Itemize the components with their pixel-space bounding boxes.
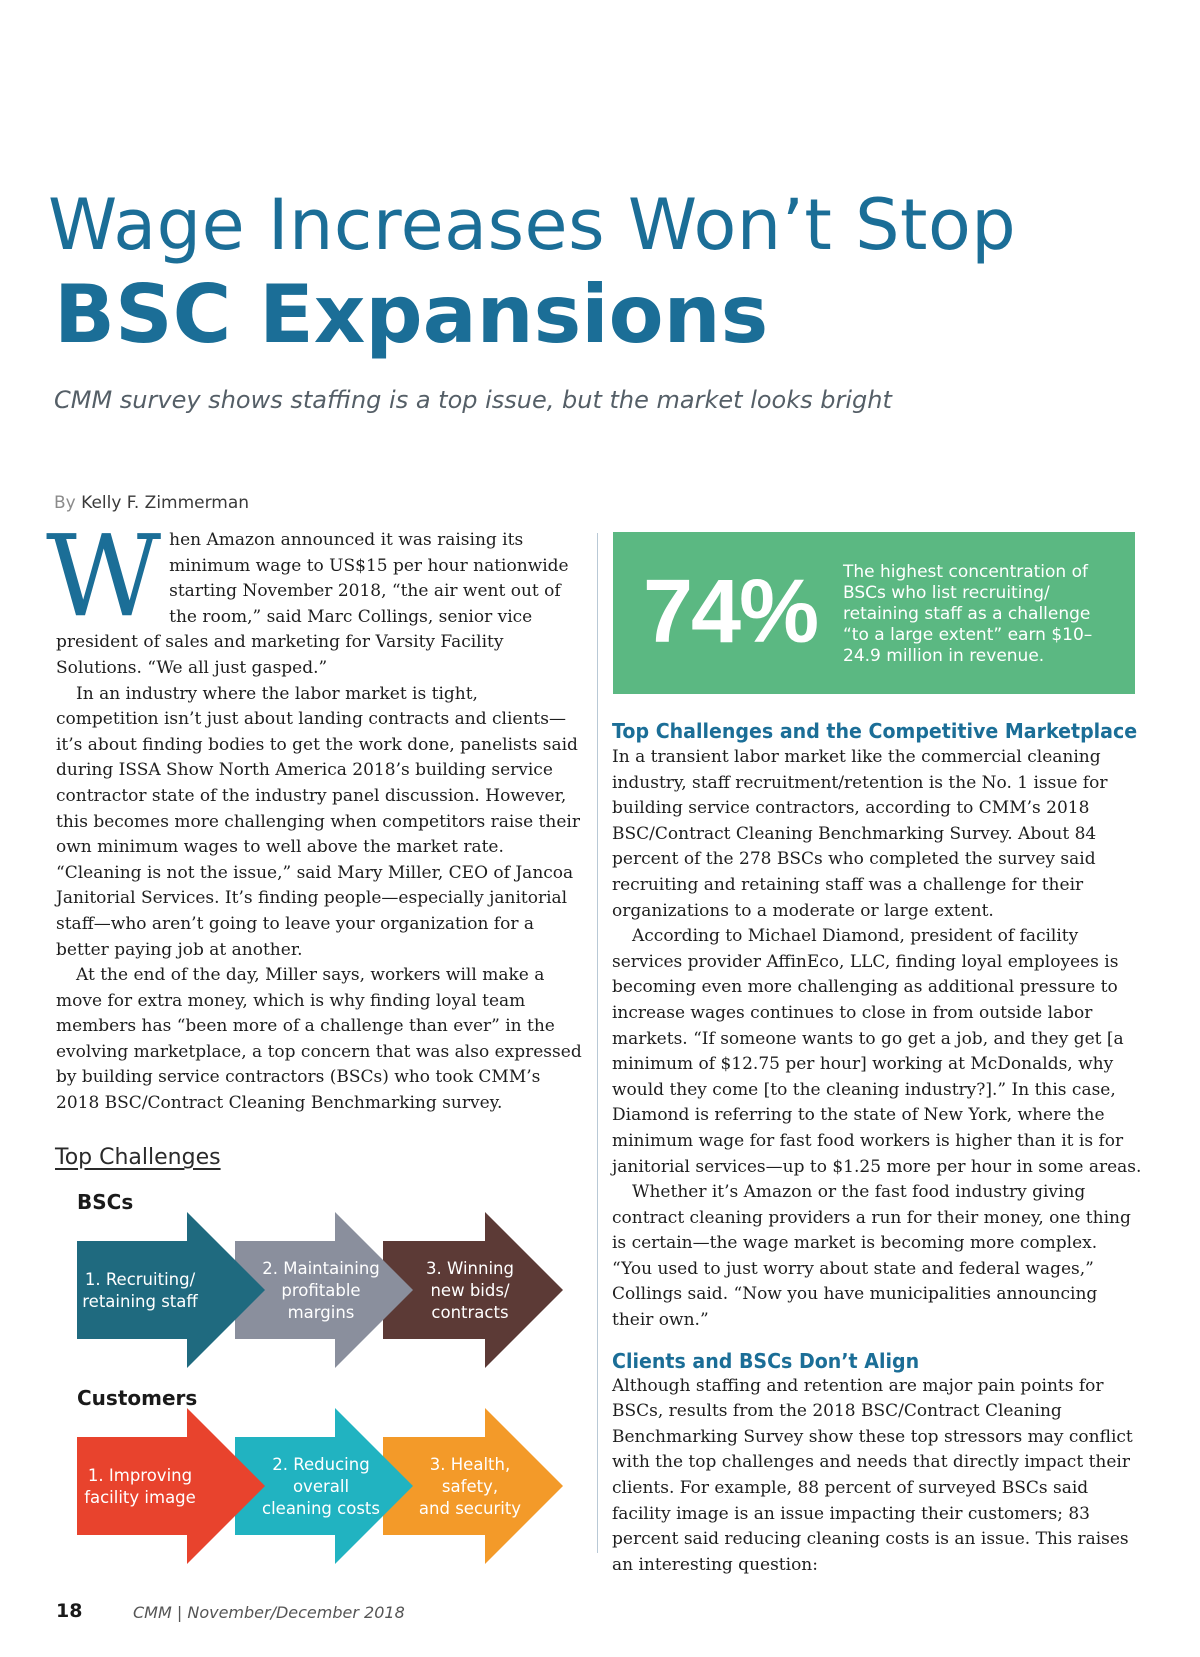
customer-arrow-1 — [77, 1408, 265, 1564]
paragraph: Although staffing and retention are major pain points for BSCs, results from the 2018 BSC/Contract Cleaning Benchmarking Survey show these top stressors may conflict with the top challenges and needs that directly impact their clients. For example, 88 percent of surveyed BSCs said facility image is an issue impacting their customers; 83 percent said reducing cleaning costs is an issue. This raises an interesting question: — [612, 1375, 1133, 1575]
drop-cap: W — [46, 512, 162, 642]
bsc-label: BSCs — [77, 1190, 134, 1214]
paragraph: Whether it’s Amazon or the fast food industry giving contract cleaning providers a run for their money, one thing is certain—the wage market is becoming more complex. “You used to just worry about state and federal wages,” Collings said. “Now you have municipalities announcing their own.” — [612, 1182, 1131, 1331]
section-heading-top-challenges: Top Challenges and the Competitive Marketplace — [612, 719, 1138, 743]
paragraph: According to Michael Diamond, president of facility services provider AffinEco, LLC, finding loyal employees is becoming even more challenging as additional pressure to increase wages continues to close in from outside labor markets. “If someone wants to go get a job, and they get [a minimum of $12.75 per hour] working at McDonalds, why would they come [to the cleaning industry?].” In this case, Diamond is referring to the state of New York, where the minimum wage for fast food workers is higher than it is for janitorial services—up to $1.25 more per hour in some areas. — [612, 926, 1142, 1177]
byline-prefix: By — [54, 493, 76, 513]
title-line-2: BSC Expansions — [54, 268, 769, 361]
publication-footer: CMM | November/December 2018 — [133, 1603, 405, 1622]
byline-author: Kelly F. Zimmerman — [81, 493, 250, 513]
bsc-arrow-label-1: 1. Recruiting/ retaining staff — [82, 1270, 198, 1311]
stat-description: The highest concentration of BSCs who list recruiting/ retaining staff as a challenge “to a large extent” earn $10–24.9 million in revenue. — [843, 562, 1093, 666]
customer-arrow-label-1: 1. Improving facility image — [84, 1466, 196, 1507]
subtitle: CMM survey shows staffing is a top issue, but the market looks bright — [54, 386, 892, 414]
paragraph: In a transient labor market like the commercial cleaning industry, staff recruitment/retention is the No. 1 issue for building service contractors, according to CMM’s 2018 BSC/Contract Cleaning Benchmarking Survey. About 84 percent of the 278 BSCs who completed the survey said recruiting and retaining staff was a challenge for their organizations to a moderate or large extent. — [612, 747, 1108, 921]
customer-arrow-label-2: 2. Reducing overall cleaning costs — [262, 1455, 380, 1518]
title-line-1: Wage Increases Won’t Stop — [48, 184, 1017, 266]
bsc-arrow-label-3: 3. Winning new bids/ contracts — [426, 1259, 514, 1322]
paragraph: In an industry where the labor market is tight, competition isn’t just about landing contracts and clients—it’s about finding bodies to get the work done, panelists said during ISSA Show North America 2018’s building service contractor state of the industry panel discussion. However, this becomes more challenging when competitors raise their own minimum wages to well above the market rate. “Cleaning is not the issue,” said Mary Miller, CEO of Jancoa Janitorial Services. It’s finding people—especially janitorial staff—who aren’t going to leave your organization for a better paying job at another. — [56, 683, 580, 960]
customer-arrow-label-3: 3. Health, safety, and security — [418, 1455, 522, 1518]
bsc-arrow-label-2: 2. Maintaining profitable margins — [262, 1259, 380, 1322]
stat-value: 74% — [643, 562, 818, 662]
bsc-arrow-1 — [77, 1212, 265, 1368]
paragraph: At the end of the day, Miller says, workers will make a move for extra money, which is why finding loyal team members has “been more of a challenge than ever” in the evolving marketplace, a top concern that was also expressed by building service contractors (BSCs) who took CMM’s 2018 BSC/Contract Cleaning Benchmarking survey. — [56, 965, 582, 1114]
customers-label: Customers — [77, 1386, 198, 1410]
section-heading-clients: Clients and BSCs Don’t Align — [612, 1348, 920, 1373]
challenges-title: Top Challenges — [55, 1145, 221, 1170]
paragraph-text: hen Amazon announced it was raising its minimum wage to US$15 per hour nationwide starting November 2018, “the air went out of the room,” said Marc Collings, senior vice president of sales and marketing for Varsity Facility Solutions. “We all just gasped.” — [56, 530, 569, 678]
page-number: 18 — [56, 1600, 83, 1622]
